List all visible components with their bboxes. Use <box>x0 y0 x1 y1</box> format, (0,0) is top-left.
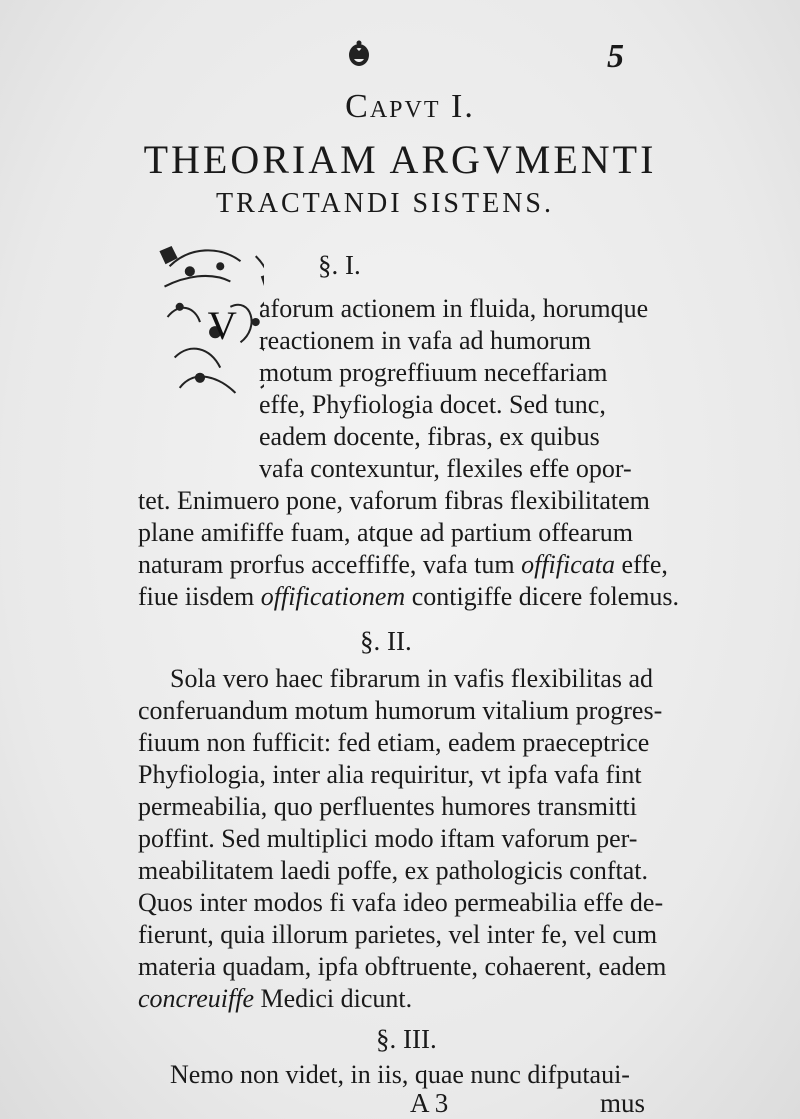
text-line: conferuandum motum humorum vitalium progres- <box>138 696 663 725</box>
text-line: fierunt, quia illorum parietes, vel inter fe, vel cum <box>138 920 658 949</box>
italic-term: offificationem <box>260 582 406 611</box>
text-line: motum progreffiuum neceffariam <box>259 358 608 387</box>
text-line: aforum actionem in fluida, horumque <box>259 294 649 323</box>
text-line: fiuum non fufficit: fed etiam, eadem praeceptrice <box>138 728 650 757</box>
text-line: tet. Enimuero pone, vaforum fibras flexibilitatem <box>138 486 650 515</box>
text-line: plane amififfe fuam, atque ad partium offearum <box>138 518 634 547</box>
chapter-title-line-2: TRACTANDI SISTENS. <box>216 188 554 219</box>
text-line: effe, Phyfiologia docet. Sed tunc, <box>259 390 606 419</box>
text-line: reactionem in vafa ad humorum <box>259 326 592 355</box>
section-label: §. I. <box>318 250 361 280</box>
decorated-initial-v <box>140 246 264 396</box>
drop-cap-letter: V <box>207 303 237 349</box>
text-line: vafa contexuntur, flexiles effe opor- <box>259 454 632 483</box>
chapter-title-line-1: THEORIAM ARGVMENTI <box>143 137 657 182</box>
text-line: fiue iisdem offificationem contigiffe dicere folemus. <box>138 582 680 611</box>
text-line: eadem docente, fibras, ex quibus <box>259 422 600 451</box>
text-line: Phyfiologia, inter alia requiritur, vt ipfa vafa fint <box>138 760 642 789</box>
italic-term: offificata <box>521 550 615 579</box>
chapter-label: Capvt I. <box>345 88 475 125</box>
page-header <box>0 38 800 78</box>
text-line: Nemo non videt, in iis, quae nunc difputaui- <box>170 1060 630 1089</box>
signature-mark: A 3 <box>410 1088 449 1118</box>
text-line: materia quadam, ipfa obftruente, cohaerent, eadem <box>138 952 667 981</box>
text-line: permeabilia, quo perfluentes humores transmitti <box>138 792 637 821</box>
page-number: 5 <box>607 38 624 75</box>
text-line: Sola vero haec fibrarum in vafis flexibilitas ad <box>170 664 654 693</box>
text-line: Quos inter modos fi vafa ideo permeabilia effe de- <box>138 888 664 917</box>
catchword: mus <box>600 1088 646 1118</box>
text-line: naturam prorfus acceffiffe, vafa tum offificata effe, <box>138 550 668 579</box>
section-label: §. III. <box>376 1024 437 1054</box>
text-line: meabilitatem laedi poffe, ex pathologicis conftat. <box>138 856 648 885</box>
text-line: concreuiffe Medici dicunt. <box>138 984 413 1013</box>
text-line: poffint. Sed multiplici modo iftam vaforum per- <box>138 824 638 853</box>
italic-term: concreuiffe <box>138 984 254 1013</box>
crown-ornament-icon <box>346 40 372 68</box>
section-label: §. II. <box>360 626 412 656</box>
